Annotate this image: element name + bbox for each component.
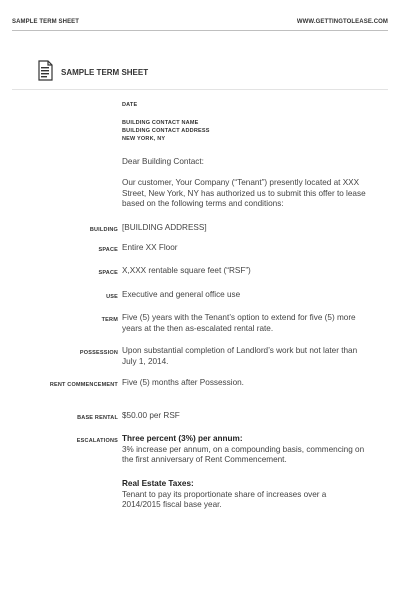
- rent-commencement-value: Five (5) months after Possession.: [122, 378, 244, 387]
- term-value: Five (5) years with the Tenant’s option to extend for five (5) more years at the then as-escalated rental rate.: [122, 313, 356, 333]
- contact-name: BUILDING CONTACT NAME: [122, 120, 199, 126]
- term-label: TERM: [101, 317, 118, 323]
- intro-paragraph: Our customer, Your Company (“Tenant”) presently located at XXX Street, New York, NY has authorized us to submit this offer to lease based on the following terms and conditions:: [122, 178, 366, 208]
- possession-label: POSSESSION: [79, 350, 118, 356]
- escalations-heading: Three percent (3%) per annum:: [122, 434, 243, 443]
- use-value: Executive and general office use: [122, 290, 241, 299]
- escalations-value: [122, 434, 370, 466]
- header-divider: [12, 89, 388, 90]
- space-floor-label: SPACE: [98, 247, 118, 253]
- possession-value: Upon substantial completion of Landlord’s work but not later than July 1, 2014.: [122, 346, 358, 366]
- escalations-label: ESCALATIONS: [76, 438, 118, 444]
- header-website: WWW.GETTINGTOLEASE.COM: [296, 19, 388, 25]
- taxes-heading: Real Estate Taxes:: [122, 479, 194, 488]
- building-value: [BUILDING ADDRESS]: [122, 223, 207, 232]
- space-rsf-label: SPACE: [98, 270, 118, 276]
- rent-commencement-label: RENT COMMENCEMENT: [49, 382, 118, 388]
- date-line: DATE: [122, 102, 138, 108]
- base-rental-label: BASE RENTAL: [77, 415, 118, 421]
- document-title: SAMPLE TERM SHEET: [61, 68, 149, 77]
- header-doc-name: SAMPLE TERM SHEET: [12, 19, 80, 25]
- contact-address: BUILDING CONTACT ADDRESS: [122, 128, 210, 134]
- document-icon: [38, 60, 53, 81]
- space-floor-value: Entire XX Floor: [122, 243, 178, 252]
- base-rental-value: $50.00 per RSF: [122, 411, 180, 420]
- top-bar: [12, 14, 388, 31]
- escalations-text: 3% increase per annum, on a compounding basis, commencing on the first anniversary of Rent Commencement.: [122, 444, 365, 464]
- use-label: USE: [106, 294, 118, 300]
- building-label: BUILDING: [89, 227, 118, 233]
- taxes-text: Tenant to pay its proportionate share of increases over a 2014/2015 fiscal base year.: [122, 489, 327, 509]
- contact-city: NEW YORK, NY: [122, 136, 166, 142]
- real-estate-taxes: [122, 479, 362, 511]
- space-rsf-value: X,XXX rentable square feet (“RSF”): [122, 266, 251, 275]
- salutation: Dear Building Contact:: [122, 157, 204, 166]
